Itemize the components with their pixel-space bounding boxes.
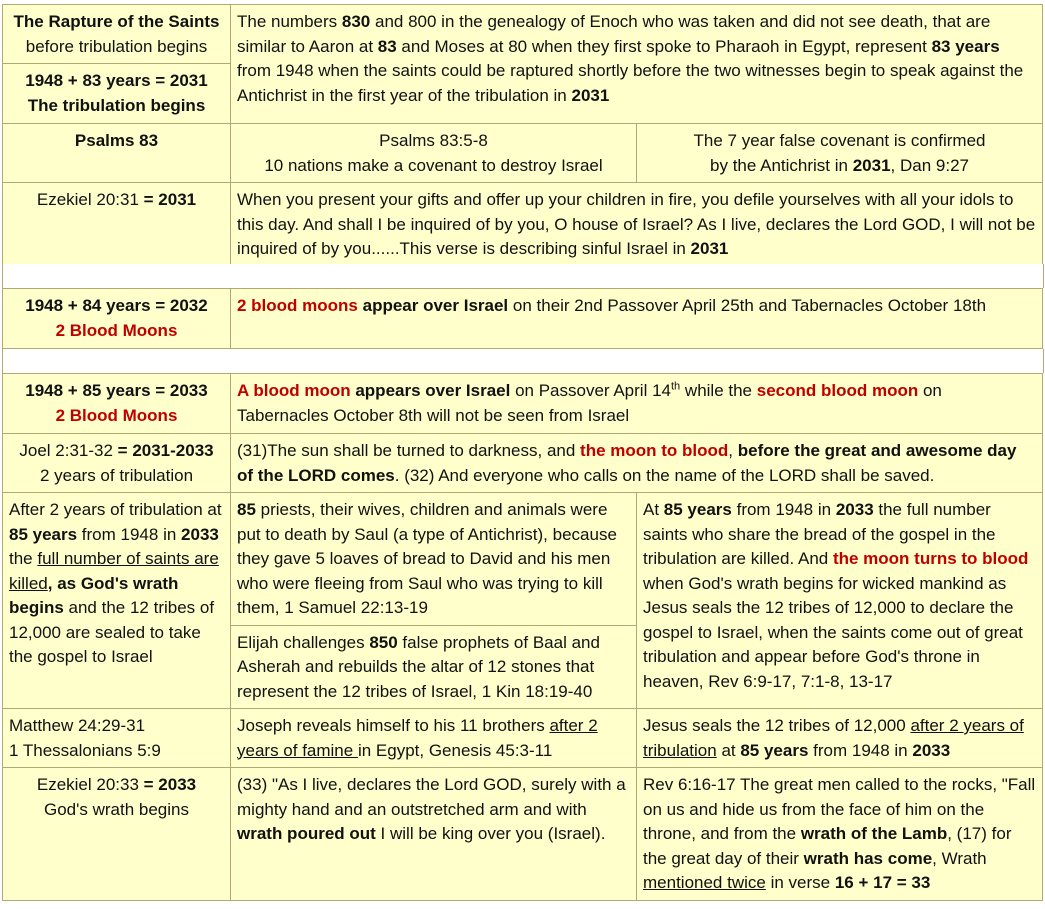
rapture-title: The Rapture of the Saints	[13, 12, 220, 31]
elijah-850: 850	[369, 632, 398, 652]
passover-date: on Passover April 14	[510, 381, 671, 400]
jesus-85-years: 85 years	[740, 740, 809, 760]
after-85-years: 85 years	[9, 524, 78, 544]
joseph-cell	[231, 709, 637, 768]
year-2033-cell	[3, 374, 231, 434]
rev-text: in verse	[765, 873, 835, 892]
day-of-lord: before the great and awesome day of the LORD comes	[237, 441, 1017, 485]
verse-sum: 16 + 17 = 33	[834, 873, 931, 892]
full-number-text: At	[643, 500, 664, 519]
psalms-ref: Psalms 83:5-8	[379, 131, 488, 150]
covenant-2031: 2031	[852, 155, 891, 175]
full-number-text: the full number saints who share the bread of the gospel in the tribulation are killed. And	[643, 500, 996, 568]
ezekiel-33-subtitle: God's wrath begins	[44, 799, 189, 819]
jesus-seals-cell	[637, 709, 1043, 768]
full-number-saints: full number of saints are killed	[9, 549, 219, 593]
after-text: from 1948 in	[77, 524, 182, 544]
blood-moons-dates: on their 2nd Passover April 25th and Tabernacles October 18th	[508, 296, 987, 315]
after-2-years-cell	[3, 493, 231, 709]
priests-cell	[231, 493, 637, 626]
after-text: After 2 years of tribulation at	[9, 500, 222, 519]
enoch-83: 83	[377, 36, 397, 56]
tribulation-begins: The tribulation begins	[27, 95, 206, 115]
enoch-2031: 2031	[571, 85, 610, 105]
after-2-years-famine: after 2 years of famine	[237, 716, 598, 760]
ezekiel-31-year2: 2031	[690, 239, 729, 258]
block-2032	[2, 288, 1043, 349]
enoch-cell	[231, 5, 1043, 124]
psalms-83-label: Psalms 83	[3, 124, 231, 183]
ezekiel-33-text-cell	[231, 768, 637, 901]
moon-turns-to-blood: the moon turns to blood	[832, 549, 1029, 568]
ezekiel-33-year: = 2033	[143, 775, 197, 794]
joel-text: ,	[728, 441, 738, 460]
joseph-text: Joseph reveals himself to his 11 brothers	[237, 716, 550, 735]
joel-cell	[3, 434, 231, 493]
joel-years: = 2031-2033	[117, 441, 214, 460]
joseph-text: in Egypt, Genesis 45:3-11	[357, 740, 553, 760]
year-2033-equation: 1948 + 85 years = 2033	[25, 381, 208, 400]
rapture-subtitle: before tribulation begins	[25, 36, 208, 56]
elijah-text: Elijah challenges	[237, 632, 370, 652]
blood-moons-label: 2 Blood Moons	[55, 320, 178, 340]
mentioned-twice: mentioned twice	[643, 873, 766, 892]
ezekiel-33-text: I will be king over you (Israel).	[375, 824, 606, 843]
psalms-cell	[231, 124, 637, 183]
ezekiel-31-text-cell	[231, 183, 1043, 267]
thessalonians-ref: 1 Thessalonians 5:9	[9, 740, 161, 760]
jesus-2033: 2033	[912, 740, 951, 760]
ezekiel-31-ref: Ezekiel 20:31	[36, 190, 144, 209]
spacer	[2, 264, 1044, 288]
ezekiel-33-text: (33) "As I live, declares the Lord GOD, surely with a mighty hand and an outstretched arm and with	[237, 775, 626, 819]
joel-ref: Joel 2:31-32	[19, 441, 118, 460]
covenant-cell	[637, 124, 1043, 183]
blood-moons-label: 2 Blood Moons	[55, 405, 178, 425]
enoch-text: and Moses at 80 when they first spoke to Pharaoh in Egypt, represent	[396, 36, 932, 56]
enoch-text: The numbers	[237, 12, 342, 31]
gods-wrath-begins: , as God's wrath begins	[9, 573, 179, 617]
year-2031-cell	[3, 64, 231, 124]
year-2032-equation: 1948 + 84 years = 2032	[25, 296, 208, 315]
rev-text: Rev 6:16-17 The great men called to the rocks, "Fall on us and hide us from the face of him on the throne, and from the	[643, 775, 1036, 843]
moon-text: while the	[680, 381, 757, 400]
block-2033	[2, 373, 1043, 901]
appear-over-israel: appear over Israel	[357, 296, 509, 315]
jesus-text: at	[716, 740, 741, 760]
wrath-has-come: wrath has come	[803, 848, 933, 868]
joel-text: . (32) And everyone who calls on the name of the LORD shall be saved.	[394, 465, 935, 485]
full-number-85-years: 85 years	[663, 500, 732, 519]
year-2031-equation: 1948 + 83 years = 2031	[25, 71, 208, 90]
full-number-text: from 1948 in	[731, 500, 836, 519]
rev-text: , Wrath	[932, 848, 987, 868]
full-number-cell	[637, 493, 1043, 709]
priests-85: 85	[237, 500, 256, 519]
after-2-years-tribulation: after 2 years of tribulation	[643, 716, 1024, 760]
covenant-line2: by the Antichrist in	[710, 155, 853, 175]
revelation-cell	[637, 768, 1043, 901]
rev-text: , (17) for the great day of their	[643, 824, 1012, 868]
enoch-83-years: 83 years	[931, 36, 1000, 56]
blood-moons-text: 2 blood moons	[237, 296, 358, 315]
elijah-cell	[231, 625, 637, 709]
ezekiel-33-cell	[3, 768, 231, 901]
matthew-cell	[3, 709, 231, 768]
block-2031	[2, 4, 1043, 267]
tabernacles-text: on Tabernacles October 8th will not be seen from Israel	[237, 381, 942, 425]
moon-to-blood: the moon to blood	[580, 441, 729, 460]
wrath-of-lamb: wrath of the Lamb	[800, 824, 948, 843]
joel-text: (31)The sun shall be turned to darkness, and	[237, 441, 581, 460]
enoch-text: and 800 in the genealogy of Enoch who was taken and did not see death, that are similar to Aaron at	[237, 12, 991, 56]
joel-text-cell	[231, 434, 1043, 493]
jesus-text: from 1948 in	[808, 740, 913, 760]
joel-subtitle: 2 years of tribulation	[39, 465, 194, 485]
blood-moon-text: A blood moon	[237, 381, 351, 400]
ezekiel-31-cell	[3, 183, 231, 267]
after-text: and the 12 tribes of 12,000 are sealed to take the gospel to Israel	[9, 598, 215, 666]
full-number-text: when God's wrath begins for wicked mankind as Jesus seals the 12 tribes of 12,000 to declare the gospel to Israel, when the saints come out of great tribulation and appear before God's throne in heaven, Rev 6:9-17, 7:1-8, 13-17	[643, 573, 1023, 691]
covenant-ref: , Dan 9:27	[890, 155, 969, 175]
covenant-line1: The 7 year false covenant is confirmed	[693, 131, 986, 150]
appears-over-israel: appears over Israel	[350, 381, 511, 400]
second-blood-moon: second blood moon	[756, 381, 919, 400]
wrath-poured-out: wrath poured out	[237, 824, 376, 843]
ezekiel-33-ref: Ezekiel 20:33	[36, 775, 144, 794]
blood-moon-2033-cell	[231, 374, 1043, 434]
enoch-830: 830	[341, 12, 371, 31]
ezekiel-31-year: = 2031	[143, 190, 197, 209]
elijah-text: false prophets of Baal and Asherah and rebuilds the altar of 12 stones that represent the 12 tribes of Israel, 1 Kin 18:19-40	[237, 632, 600, 701]
enoch-text: from 1948 when the saints could be raptured shortly before the two witnesses begin to speak against the Antichrist in the first year of the tribulation in	[237, 61, 1024, 105]
priests-text: priests, their wives, children and animals were put to death by Saul (a type of Antichrist), because they gave 5 loaves of bread to David and his men who were fleeing from Saul who was trying to kill them, 1 Samuel 22:13-19	[237, 500, 617, 617]
ezekiel-31-text: When you present your gifts and offer up your children in fire, you defile yourselves with all your idols to this day. And shall I be inquired of by you, O house of Israel? As I live, declares the Lord GOD, I will not be inquired of by you......This verse is describing sinful Israel in	[237, 190, 1036, 258]
full-number-2033: 2033	[835, 500, 874, 519]
year-2032-cell	[3, 289, 231, 349]
after-text: the	[9, 549, 38, 568]
after-2033: 2033	[181, 524, 219, 544]
spacer	[2, 349, 1044, 373]
matthew-ref: Matthew 24:29-31	[9, 716, 146, 735]
ordinal-suffix: th	[671, 380, 681, 393]
rapture-cell	[3, 5, 231, 64]
psalms-text: 10 nations make a covenant to destroy Israel	[264, 155, 603, 175]
blood-moons-2032-cell	[231, 289, 1043, 349]
jesus-text: Jesus seals the 12 tribes of 12,000	[643, 716, 911, 735]
